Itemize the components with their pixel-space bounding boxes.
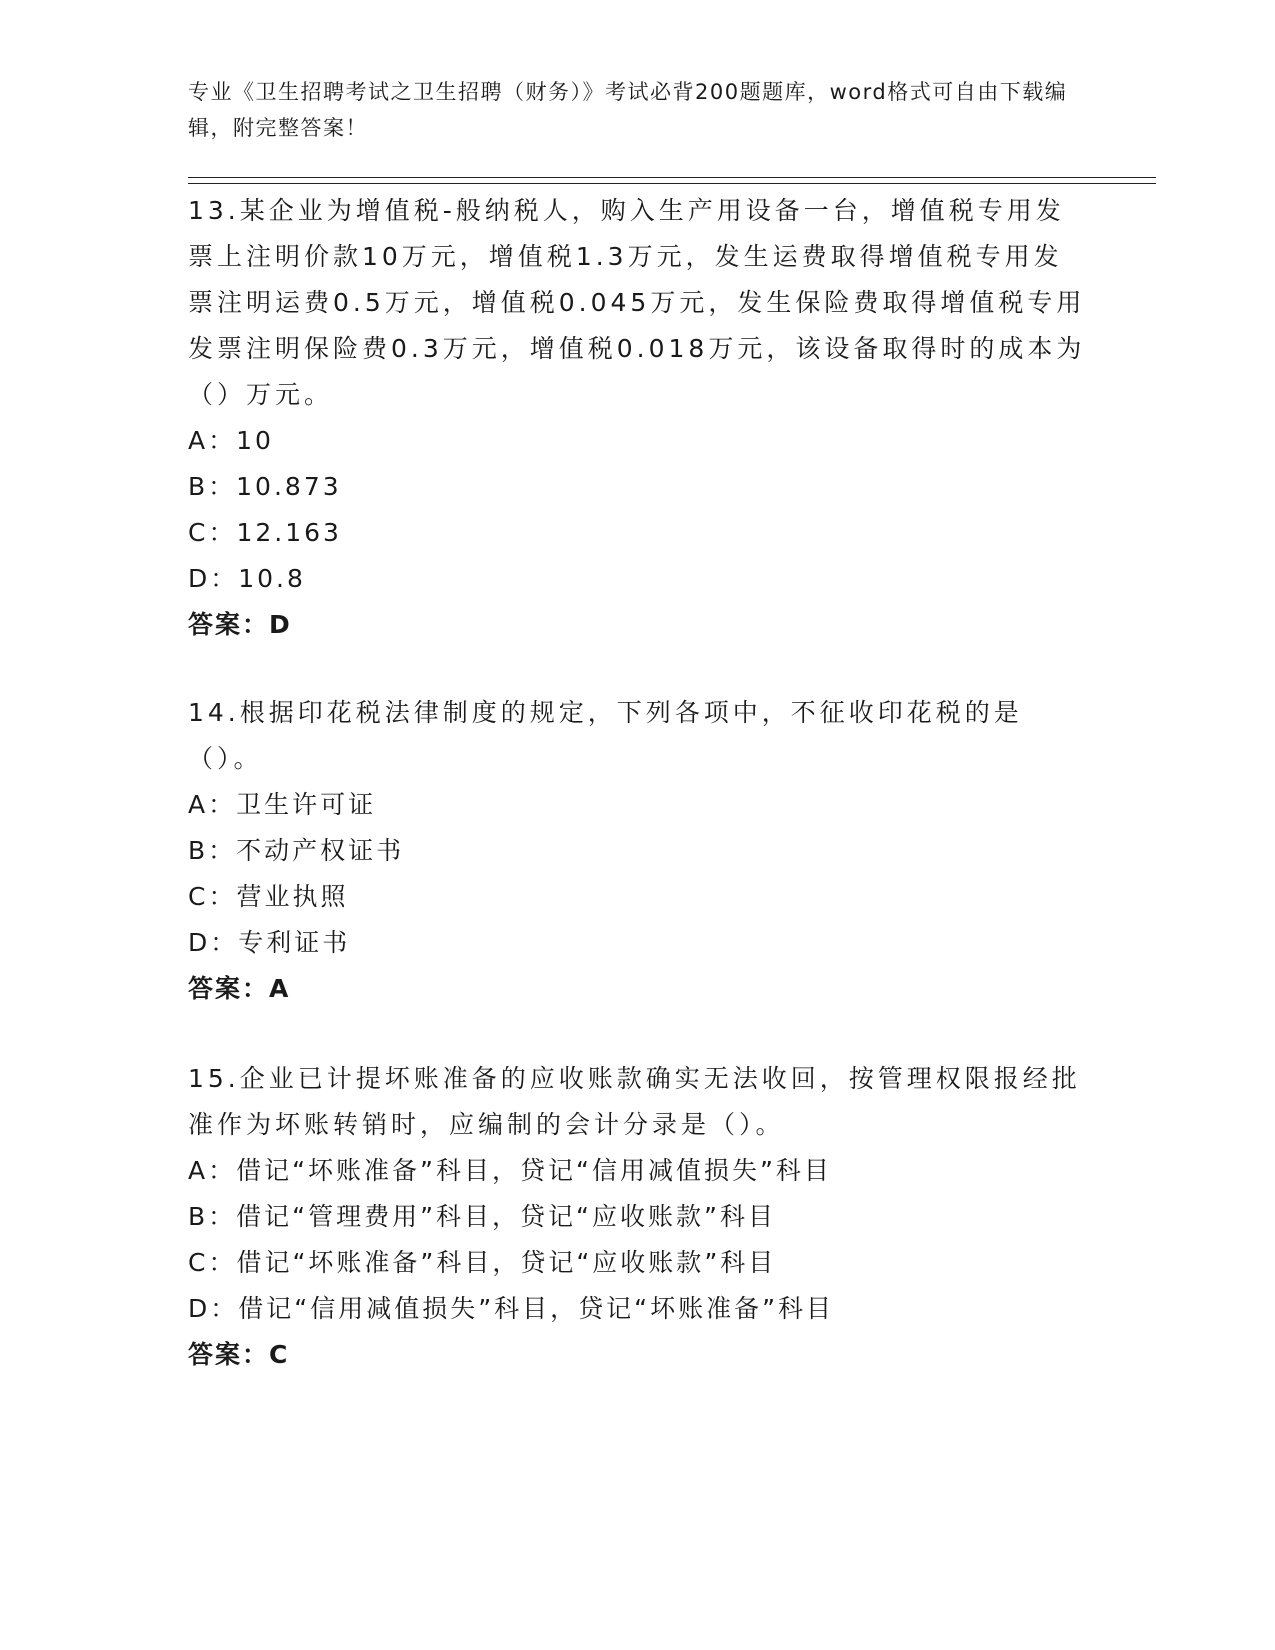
header-rule-bottom: [188, 183, 1156, 184]
question-15: [188, 1056, 1088, 1378]
option-a: A：借记“坏账准备”科目，贷记“信用减值损失”科目: [188, 1156, 832, 1185]
option-a: A：卫生许可证: [188, 790, 377, 819]
option-d: D：10.8: [188, 564, 306, 593]
option-d: D：借记“信用减值损失”科目，贷记“坏账准备”科目: [188, 1294, 835, 1323]
question-text: 13.某企业为增值税-般纳税人，购入生产用设备一台，增值税专用发票上注明价款10万元，增值税1.3万元，发生运费取得增值税专用发票注明运费0.5万元，增值税0.045万元，发生保险费取得增值税专用发票注明保险费0.3万元，增值税0.018万元，该设备取得时的成本为（）万元。: [188, 196, 1086, 409]
answer: 答案：D: [188, 610, 292, 639]
header-rule-top: [188, 177, 1156, 178]
option-a: A：10: [188, 426, 274, 455]
option-c: C：12.163: [188, 518, 342, 547]
question-14: [188, 690, 1088, 1012]
answer: 答案：A: [188, 974, 291, 1003]
question-text: 14.根据印花税法律制度的规定，下列各项中，不征收印花税的是（）。: [188, 698, 1023, 773]
option-b: B：借记“管理费用”科目，贷记“应收账款”科目: [188, 1202, 776, 1231]
option-d: D：专利证书: [188, 928, 351, 957]
document-header: 专业《卫生招聘考试之卫生招聘（财务）》考试必背200题题库，word格式可自由下载编辑，附完整答案！: [188, 80, 1068, 140]
question-13: [188, 188, 1088, 648]
option-b: B：不动产权证书: [188, 836, 405, 865]
question-text: 15.企业已计提坏账准备的应收账款确实无法收回，按管理权限报经批准作为坏账转销时，应编制的会计分录是（）。: [188, 1064, 1081, 1139]
option-c: C：借记“坏账准备”科目，贷记“应收账款”科目: [188, 1248, 777, 1277]
option-c: C：营业执照: [188, 882, 349, 911]
answer: 答案：C: [188, 1340, 290, 1369]
option-b: B：10.873: [188, 472, 342, 501]
